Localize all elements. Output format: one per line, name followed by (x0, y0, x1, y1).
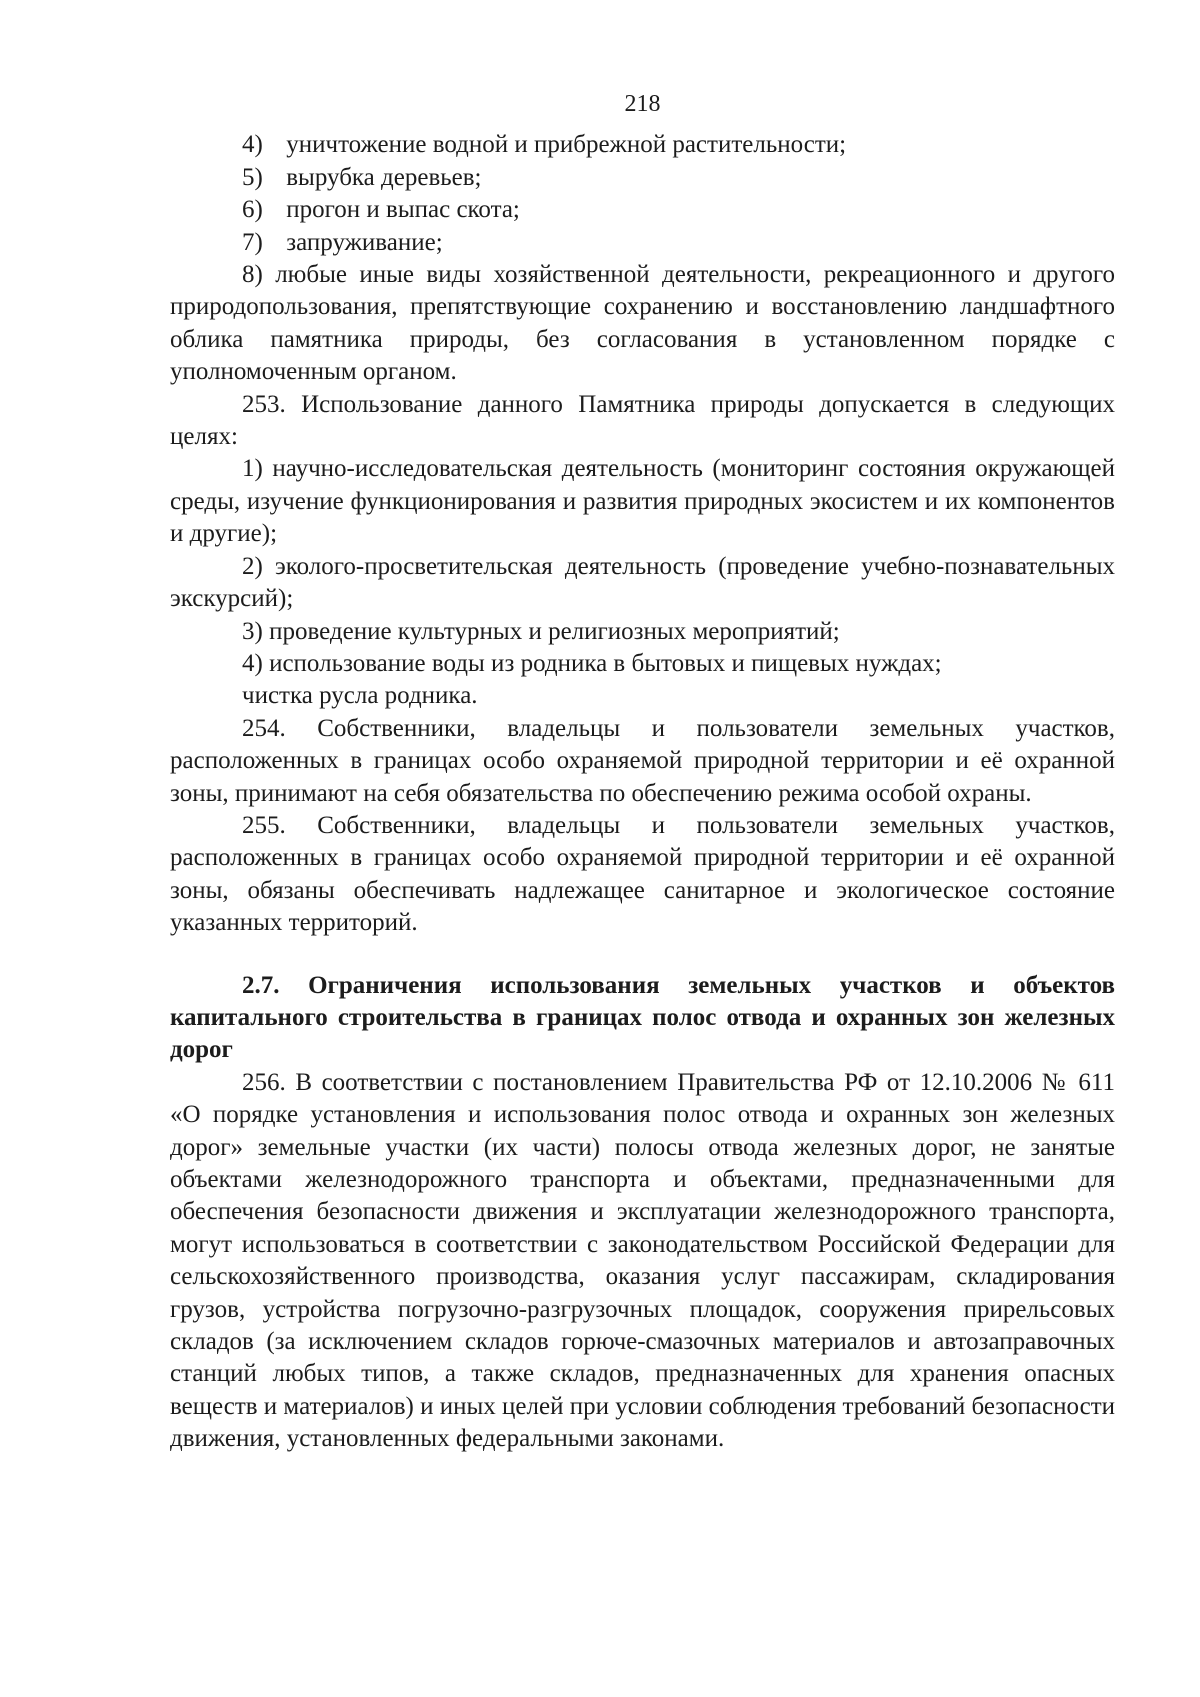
paragraph-256: 256. В соответствии с постановлением Правительства РФ от 12.10.2006 № 611 «О порядке установления и использования полос отвода и охранных зон железных дорог» земельные участки (их части) полосы отвода железных дорог, не занятые объектами железнодорожного транспорта и объектами, предназначенными для обеспечения безопасности движения и эксплуатации железнодорожного транспорта, могут использоваться в соответствии с законодательством Российской Федерации для сельскохозяйственного производства, оказания услуг пассажирам, складирования грузов, устройства погрузочно-разгрузочных площадок, сооружения прирельсовых складов (за исключением складов горюче-смазочных материалов и автозаправочных станций любых типов, а также складов, предназначенных для хранения опасных веществ и материалов) и иных целей при условии соблюдения требований безопасности движения, установленных федеральными законами. (170, 1068, 1115, 1453)
list-item-text: прогон и выпас скота; (286, 196, 520, 224)
list-item-number: 6) (242, 196, 263, 224)
list-item-text: уничтожение водной и прибрежной растительности; (286, 131, 847, 159)
paragraph-253: 253. Использование данного Памятника природы допускается в следующих целях: (170, 390, 1115, 451)
list-item-text: запруживание; (286, 228, 443, 256)
list-item-5: чистка русла родника. (242, 682, 478, 710)
list-item-number: 7) (242, 228, 263, 256)
list-item-3: 3) проведение культурных и религиозных мероприятий; (242, 617, 840, 645)
section-spacer (170, 940, 1115, 970)
section-heading: 2.7. Ограничения использования земельных участков и объектов капитального строительства в границах полос отвода и охранных зон железных дорог (170, 971, 1115, 1064)
paragraph-254: 254. Собственники, владельцы и пользователи земельных участков, расположенных в границах особо охраняемой природной территории и её охранной зоны, принимают на себя обязательства по обеспечению режима особой охраны. (170, 714, 1115, 807)
list-item-2: 2) эколого-просветительская деятельность (проведение учебно-познавательных экскурсий); (170, 552, 1115, 613)
list-item-1: 1) научно-исследовательская деятельность (мониторинг состояния окружающей среды, изучение функционирования и развития природных экосистем и их компонентов и другие); (170, 455, 1115, 548)
list-item (170, 129, 1115, 161)
page-number: 218 (624, 91, 661, 117)
document-page (170, 88, 1115, 1456)
paragraph-255: 255. Собственники, владельцы и пользователи земельных участков, расположенных в границах особо охраняемой природной территории и её охранной зоны, обязаны обеспечивать надлежащее санитарное и экологическое состояние указанных территорий. (170, 811, 1115, 937)
list-item (170, 194, 1115, 226)
list-item (170, 227, 1115, 259)
list-item-4: 4) использование воды из родника в бытовых и пищевых нуждах; (242, 649, 942, 677)
list-item-number: 5) (242, 163, 263, 191)
list-item-8: 8) любые иные виды хозяйственной деятельности, рекреационного и другого природопользования, препятствующие сохранению и восстановлению ландшафтного облика памятника природы, без согласования в установленном порядке с уполномоченным органом. (170, 261, 1115, 386)
list-item-text: вырубка деревьев; (286, 163, 482, 191)
list-item-number: 4) (242, 131, 263, 159)
list-item (170, 162, 1115, 194)
